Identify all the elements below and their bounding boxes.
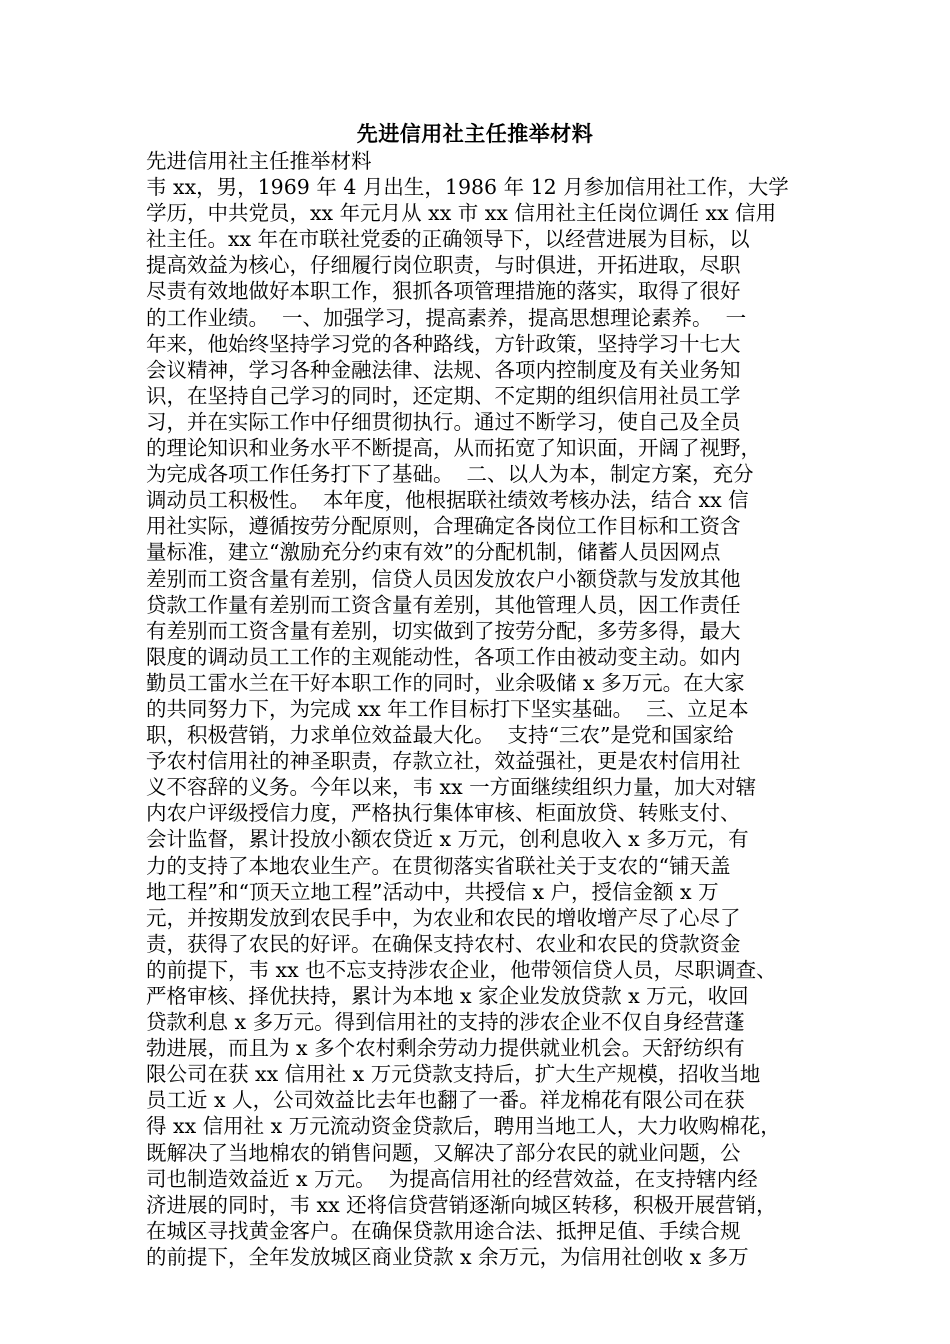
body-line: 尽责有效地做好本职工作，狠抓各项管理措施的落实，取得了很好 — [146, 279, 741, 304]
body-line: 严格审核、择优扶持，累计为本地 x 家企业发放贷款 x 万元，收回 — [146, 984, 749, 1008]
body-line: 得 xx 信用社 x 万元流动资金贷款后，聘用当地工人，大力收购棉花， — [146, 1114, 781, 1139]
body-line: 会议精神，学习各种金融法律、法规、各项内控制度及有关业务知 — [146, 357, 741, 382]
body-line: 贷款工作量有差别而工资含量有差别，其他管理人员，因工作责任 — [146, 592, 741, 617]
body-line: 的前提下，全年发放城区商业贷款 x 余万元，为信用社创收 x 多万 — [146, 1244, 749, 1269]
body-line: 量标准，建立“激励充分约束有效”的分配机制，储蓄人员因网点 — [146, 540, 721, 565]
body-line: 的工作业绩。 一、加强学习，提高素养，提高思想理论素养。 一 — [146, 305, 747, 330]
body-line: 会计监督，累计投放小额农贷近 x 万元，创利息收入 x 多万元，有 — [146, 827, 749, 852]
body-line: 责，获得了农民的好评。在确保支持农村、农业和农民的贷款资金 — [146, 931, 741, 956]
body-line: 地工程”和“顶天立地工程”活动中，共授信 x 户，授信金额 x 万 — [146, 879, 719, 904]
body-line: 习，并在实际工作中仔细贯彻执行。通过不断学习，使自己及全员 — [146, 409, 741, 434]
body-line: 先进信用社主任推举材料 — [146, 149, 372, 173]
body-line: 限公司在获 xx 信用社 x 万元贷款支持后，扩大生产规模，招收当地 — [146, 1062, 761, 1087]
body-line: 识，在坚持自己学习的同时，还定期、不定期的组织信用社员工学 — [146, 383, 741, 408]
body-line: 用社实际，遵循按劳分配原则，合理确定各岗位工作目标和工资含 — [146, 514, 741, 539]
body-line: 勤员工雷水兰在干好本职工作的同时，业余吸储 x 多万元。在大家 — [146, 670, 745, 695]
body-line: 调动员工积极性。 本年度，他根据联社绩效考核办法，结合 xx 信 — [146, 488, 749, 513]
body-line: 的前提下，韦 xx 也不忘支持涉农企业，他带领信贷人员，尽职调查、 — [146, 957, 777, 982]
body-line: 元，并按期发放到农民手中，为农业和农民的增收增产尽了心尽了 — [146, 905, 741, 930]
body-line: 义不容辞的义务。今年以来，韦 xx 一方面继续组织力量，加大对辖 — [146, 775, 757, 800]
body-line: 差别而工资含量有差别，信贷人员因发放农户小额贷款与发放其他 — [146, 566, 741, 591]
body-line: 济进展的同时，韦 xx 还将信贷营销逐渐向城区转移，积极开展营销， — [146, 1192, 777, 1217]
body-line: 贷款利息 x 多万元。得到信用社的支持的涉农企业不仅自身经营蓬 — [146, 1010, 745, 1035]
body-line: 内农户评级授信力度，严格执行集体审核、柜面放贷、转账支付、 — [146, 801, 741, 826]
body-line: 韦 xx，男，1969 年 4 月出生，1986 年 12 月参加信用社工作，大学 — [146, 175, 789, 200]
body-line: 社主任。xx 年在市联社党委的正确领导下，以经营进展为目标，以 — [146, 227, 750, 252]
body-line: 有差别而工资含量有差别，切实做到了按劳分配，多劳多得，最大 — [146, 618, 741, 643]
body-line: 在城区寻找黄金客户。在确保贷款用途合法、抵押足值、手续合规 — [146, 1218, 741, 1243]
body-line: 勃进展，而且为 x 多个农村剩余劳动力提供就业机会。天舒纺织有 — [146, 1036, 745, 1061]
body-line: 的理论知识和业务水平不断提高，从而拓宽了知识面，开阔了视野， — [146, 436, 761, 461]
body-line: 司也制造效益近 x 万元。 为提高信用社的经营效益，在支持辖内经 — [146, 1166, 758, 1191]
body-line: 年来，他始终坚持学习党的各种路线，方针政策，坚持学习十七大 — [146, 331, 741, 356]
body-line: 职，积极营销，力求单位效益最大化。 支持“三农”是党和国家给 — [146, 723, 734, 748]
body-line: 限度的调动员工工作的主观能动性，各项工作由被动变主动。如内 — [146, 644, 741, 669]
document-body — [146, 148, 826, 1270]
body-line: 力的支持了本地农业生产。在贯彻落实省联社关于支农的“铺天盖 — [146, 853, 731, 878]
body-line: 提高效益为核心，仔细履行岗位职责，与时俱进，开拓进取，尽职 — [146, 253, 741, 278]
document-title: 先进信用社主任推举材料 — [356, 122, 594, 146]
body-line: 予农村信用社的神圣职责，存款立社，效益强社，更是农村信用社 — [146, 749, 741, 774]
body-line: 为完成各项工作任务打下了基础。 二、以人为本，制定方案，充分 — [146, 462, 754, 487]
body-line: 学历，中共党员，xx 年元月从 xx 市 xx 信用社主任岗位调任 xx 信用 — [146, 201, 777, 226]
body-line: 员工近 x 人，公司效益比去年也翻了一番。祥龙棉花有限公司在获 — [146, 1088, 745, 1113]
body-line: 的共同努力下，为完成 xx 年工作目标打下坚实基础。 三、立足本 — [146, 696, 749, 721]
body-line: 既解决了当地棉农的销售问题，又解决了部分农民的就业问题，公 — [146, 1140, 741, 1165]
